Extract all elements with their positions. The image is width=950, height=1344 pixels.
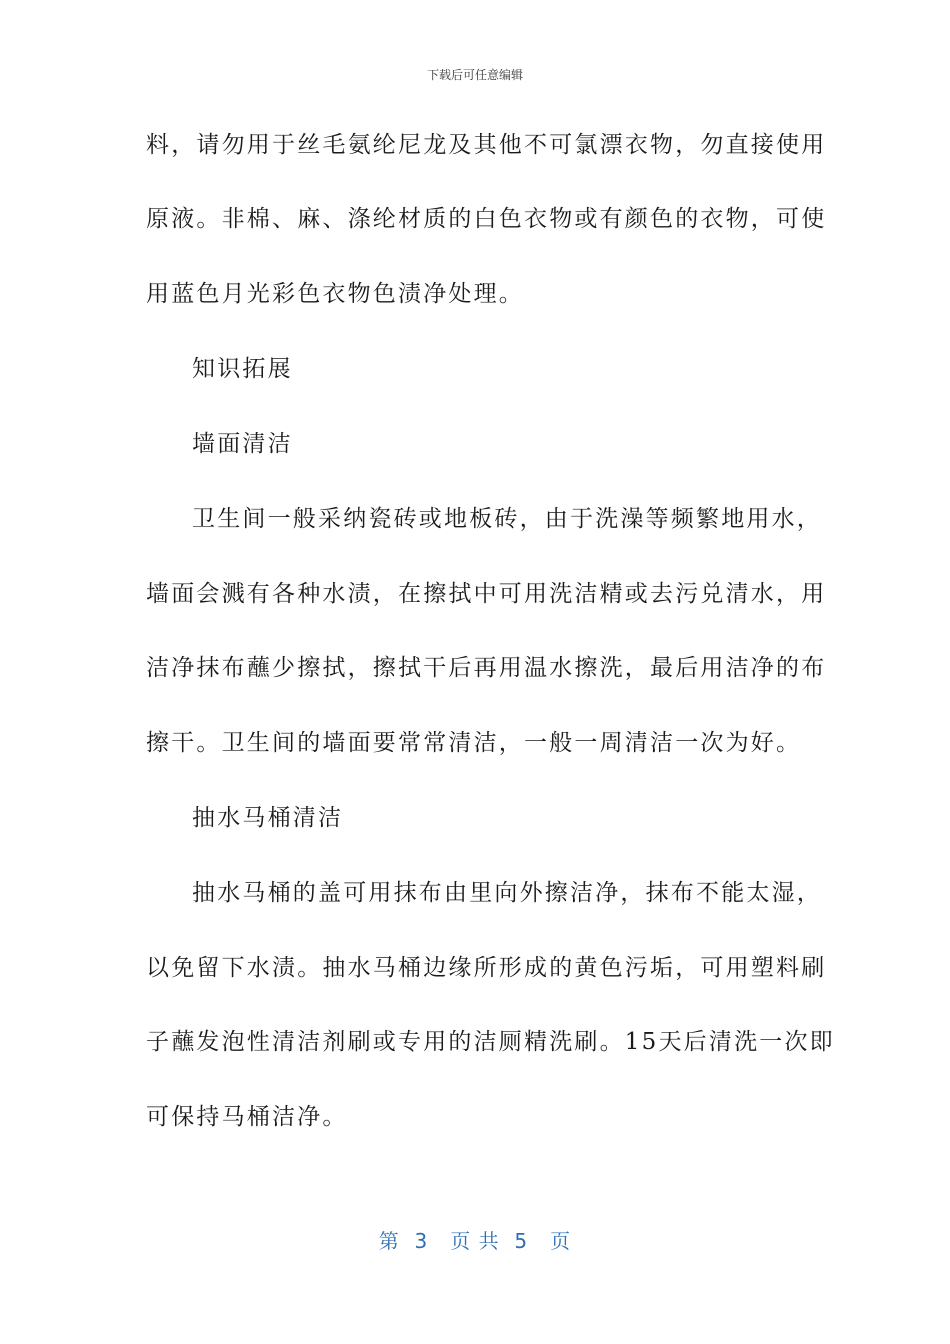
section-heading: 知识拓展 <box>192 356 293 382</box>
paragraph-line: 墙面会溅有各种水渍，在擦拭中可用洗洁精或去污兑清水，用 <box>146 581 827 607</box>
paragraph-line: 以免留下水渍。抽水马桶边缘所形成的黄色污垢，可用塑料刷 <box>146 955 827 981</box>
paragraph-line: 擦干。卫生间的墙面要常常清洁，一般一周清洁一次为好。 <box>146 730 802 756</box>
paragraph-line: 可保持马桶洁净。 <box>146 1104 348 1130</box>
paragraph-line: 卫生间一般采纳瓷砖或地板砖，由于洗澡等频繁地用水， <box>192 506 822 532</box>
page-header: 下载后可任意编辑 <box>426 68 523 82</box>
paragraph-line: 料，请勿用于丝毛氨纶尼龙及其他不可氯漂衣物，勿直接使用 <box>146 132 827 158</box>
paragraph-line: 子蘸发泡性清洁剂刷或专用的洁厕精洗刷。15天后清洗一次即 <box>146 1029 835 1055</box>
paragraph-line: 洁净抹布蘸少擦拭，擦拭干后再用温水擦洗，最后用洁净的布 <box>146 655 827 681</box>
paragraph-line: 抽水马桶的盖可用抹布由里向外擦洁净，抹布不能太湿， <box>192 880 822 906</box>
paragraph-line: 用蓝色月光彩色衣物色渍净处理。 <box>146 281 524 307</box>
page-number-text: 第 3 页 共 5 页 <box>378 1229 572 1253</box>
paragraph-line: 原液。非棉、麻、涤纶材质的白色衣物或有颜色的衣物，可使 <box>146 206 827 232</box>
subsection-heading: 墙面清洁 <box>192 431 293 457</box>
subsection-heading: 抽水马桶清洁 <box>192 805 344 831</box>
page-number-footer <box>0 1225 950 1254</box>
